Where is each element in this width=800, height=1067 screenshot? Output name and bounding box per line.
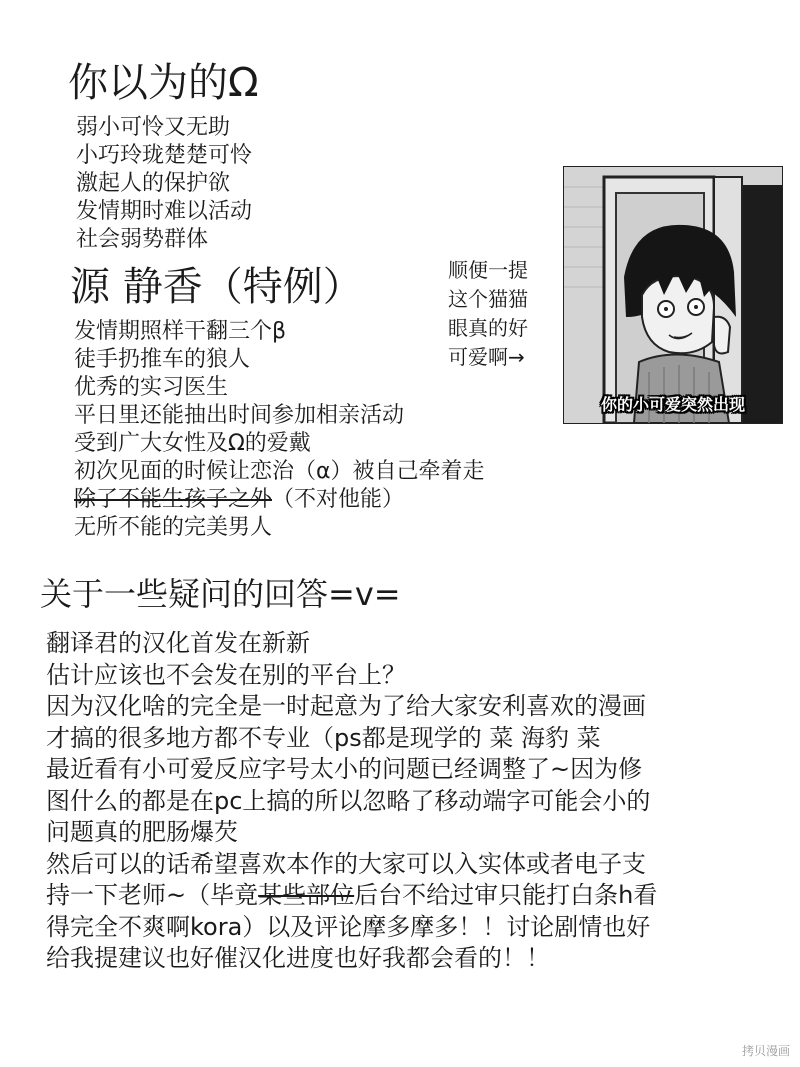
section2-item: 初次见面的时候让恋治（α）被自己牵着走 — [74, 459, 485, 484]
faq-line: 得完全不爽啊kora）以及评论摩多摩多！！讨论剧情也好 — [46, 913, 651, 941]
section2-title: 源 静香（特例） — [70, 264, 363, 310]
section1-item: 小巧玲珑楚楚可怜 — [76, 143, 253, 168]
section2-item: 徒手扔推车的狼人 — [74, 347, 251, 372]
watermark: 拷贝漫画 — [741, 1044, 790, 1058]
faq-line: 图什么的都是在pc上搞的所以忽略了移动端字可能会小的 — [46, 787, 651, 815]
faq-line9-prefix: 持一下老师~（毕竟 — [46, 881, 259, 909]
side-note-line: 这个猫猫 — [448, 287, 528, 311]
section1-item: 弱小可怜又无助 — [76, 115, 231, 140]
manga-illustration — [564, 167, 782, 423]
section1-item: 激起人的保护欲 — [76, 171, 231, 196]
faq-title: 关于一些疑问的回答=v= — [40, 575, 401, 613]
struck-suffix: （不对他能） — [272, 487, 405, 512]
faq-line: 给我提建议也好催汉化进度也好我都会看的！！ — [46, 944, 550, 972]
section1-item: 发情期时难以活动 — [76, 199, 253, 224]
faq-line: 然后可以的话希望喜欢本作的大家可以入实体或者电子支 — [46, 850, 646, 878]
panel-caption: 你的小可爱突然出现 — [600, 395, 745, 414]
manga-panel — [563, 166, 783, 424]
side-note-line: 眼真的好 — [448, 316, 528, 340]
section2-item: 发情期照样干翻三个β — [74, 319, 287, 344]
section2-item: 受到广大女性及Ω的爱戴 — [74, 431, 311, 456]
faq-line-struck — [46, 880, 657, 912]
faq-line: 才搞的很多地方都不专业（ps都是现学的 菜 海豹 菜 — [46, 724, 601, 752]
side-note-line: 可爱啊→ — [448, 345, 525, 369]
faq-line: 最近看有小可爱反应字号太小的问题已经调整了~因为修 — [46, 755, 643, 783]
side-note-line: 顺便一提 — [448, 258, 528, 282]
section2-last-item: 无所不能的完美男人 — [74, 515, 273, 540]
section2-struck-line — [74, 486, 404, 514]
faq-line: 估计应该也不会发在别的平台上？ — [46, 661, 406, 689]
faq-line9-struck: 某些部位 — [258, 881, 355, 909]
section1-title: 你以为的Ω — [68, 60, 259, 106]
faq-line: 翻译君的汉化首发在新新 — [46, 629, 310, 657]
struck-text: 除了不能生孩子之外 — [74, 487, 273, 512]
faq-line: 因为汉化啥的完全是一时起意为了给大家安利喜欢的漫画 — [46, 692, 646, 720]
section2-item: 平日里还能抽出时间参加相亲活动 — [74, 403, 405, 428]
section1-item: 社会弱势群体 — [76, 227, 209, 252]
section2-item: 优秀的实习医生 — [74, 375, 229, 400]
faq-line: 问题真的肥肠爆芡 — [46, 818, 238, 846]
faq-line9-suffix: 后台不给过审只能打白条h看 — [354, 881, 658, 909]
